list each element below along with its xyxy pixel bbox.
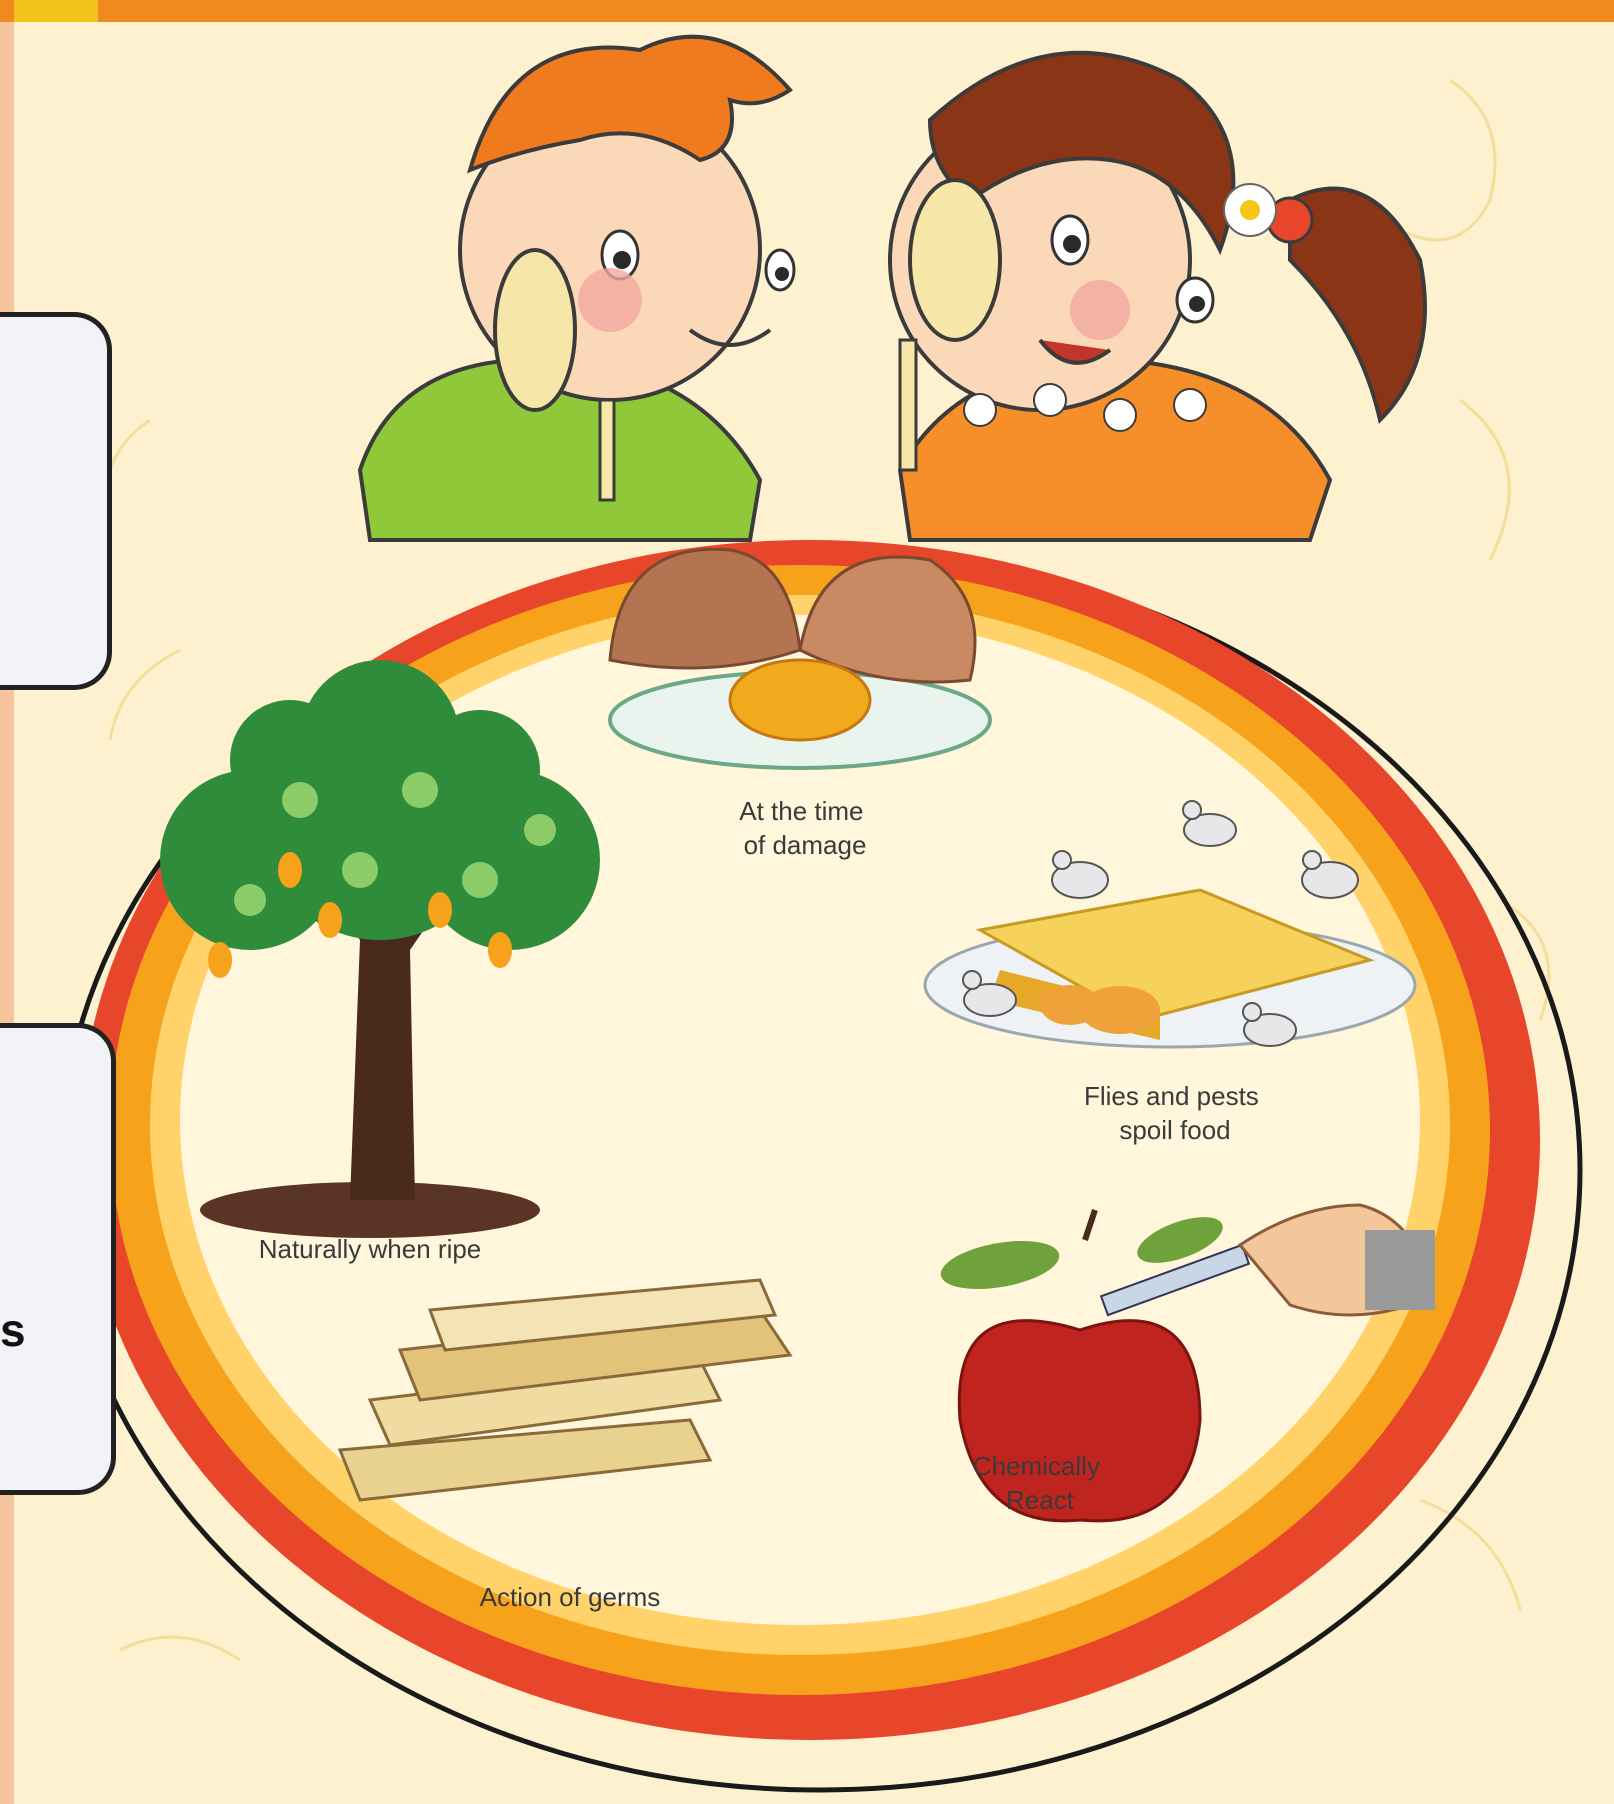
caption-tree: Naturally when ripe (258, 1234, 482, 1264)
side-card-2-text: s (0, 1304, 26, 1356)
caption-apple-line2: React (1006, 1485, 1074, 1515)
side-card-2 (0, 1023, 116, 1495)
caption-pests-line1: Flies and pests (1083, 1081, 1259, 1111)
caption-eggs-line2: of damage (743, 830, 867, 860)
boy-icon (360, 37, 794, 540)
caption-pests-line2: spoil food (1119, 1115, 1231, 1145)
caption-bread: Action of germs (479, 1582, 661, 1612)
caption-eggs-line1: At the time (739, 796, 864, 826)
side-card-1 (0, 312, 112, 690)
girl-icon (890, 53, 1425, 540)
flower-icon (1224, 184, 1276, 236)
caption-apple-line1: Chemically (972, 1451, 1100, 1481)
